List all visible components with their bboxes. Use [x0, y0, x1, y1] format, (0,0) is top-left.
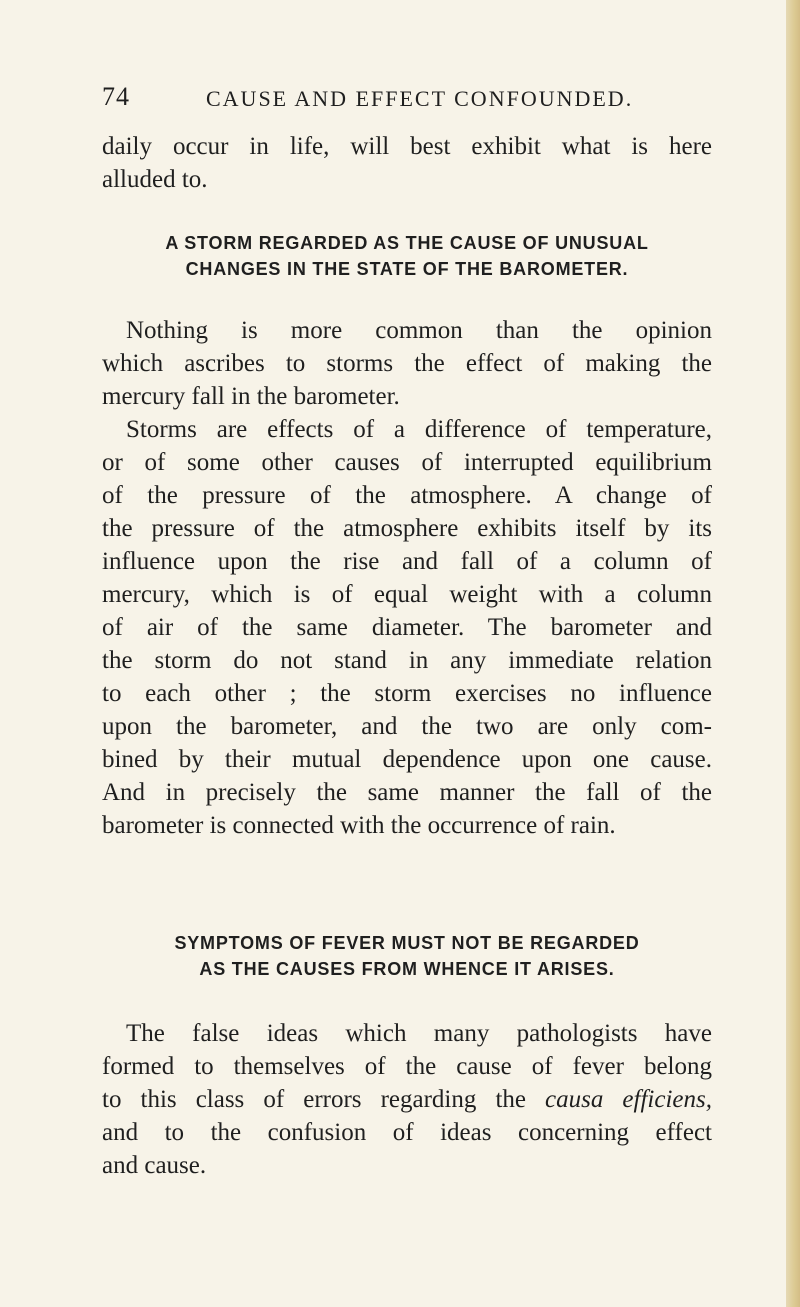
- text-line: influence upon the rise and fall of a column of: [102, 548, 712, 575]
- text-line: of the pressure of the atmosphere. A change of: [102, 482, 712, 509]
- text-line: the storm do not stand in any immediate relation: [102, 647, 712, 674]
- text-line: daily occur in life, will best exhibit what is here: [102, 133, 712, 160]
- text-line: And in precisely the same manner the fall of the: [102, 779, 712, 806]
- heading-line: AS THE CAUSES FROM WHENCE IT ARISES.: [199, 959, 615, 979]
- text-line: bined by their mutual dependence upon one cause.: [102, 746, 712, 773]
- storm-paragraph-1: [102, 314, 712, 413]
- text-line-with-italic: [102, 1083, 712, 1116]
- storm-paragraph-2: [102, 413, 712, 842]
- line-text-prefix: to this class of errors regarding the: [102, 1086, 546, 1113]
- fever-paragraph: [102, 1017, 712, 1182]
- text-line: alluded to.: [102, 166, 208, 193]
- page-number: 74: [102, 82, 130, 111]
- opening-paragraph: [102, 130, 712, 196]
- latin-term: causa efficiens,: [545, 1086, 712, 1113]
- text-line: mercury, which is of equal weight with a column: [102, 581, 712, 608]
- text-line: which ascribes to storms the effect of making the: [102, 350, 712, 377]
- text-line: Nothing is more common than the opinion: [126, 317, 712, 344]
- text-line: or of some other causes of interrupted equilibrium: [102, 449, 712, 476]
- text-line: of air of the same diameter. The barometer and: [102, 614, 712, 641]
- text-line: to each other ; the storm exercises no influence: [102, 680, 712, 707]
- page-edge: [786, 0, 800, 1307]
- section-heading-fever: [102, 930, 712, 982]
- text-line: and to the confusion of ideas concerning effect: [102, 1119, 712, 1146]
- section-heading-storm: [102, 230, 712, 282]
- text-line: formed to themselves of the cause of fever belong: [102, 1053, 712, 1080]
- text-line: the pressure of the atmosphere exhibits itself by its: [102, 515, 712, 542]
- text-line: upon the barometer, and the two are only com-: [102, 713, 712, 740]
- text-line: and cause.: [102, 1152, 207, 1179]
- text-line: The false ideas which many pathologists have: [126, 1020, 712, 1047]
- text-line: Storms are effects of a difference of temperature,: [126, 416, 712, 443]
- heading-line: CHANGES IN THE STATE OF THE BAROMETER.: [185, 259, 629, 279]
- heading-line: A STORM REGARDED AS THE CAUSE OF UNUSUAL: [165, 233, 649, 253]
- running-head: CAUSE AND EFFECT CONFOUNDED.: [206, 86, 634, 111]
- page-header: [102, 82, 662, 116]
- text-line: mercury fall in the barometer.: [102, 383, 400, 410]
- text-line: barometer is connected with the occurrence of rain.: [102, 812, 616, 839]
- heading-line: SYMPTOMS OF FEVER MUST NOT BE REGARDED: [174, 933, 640, 953]
